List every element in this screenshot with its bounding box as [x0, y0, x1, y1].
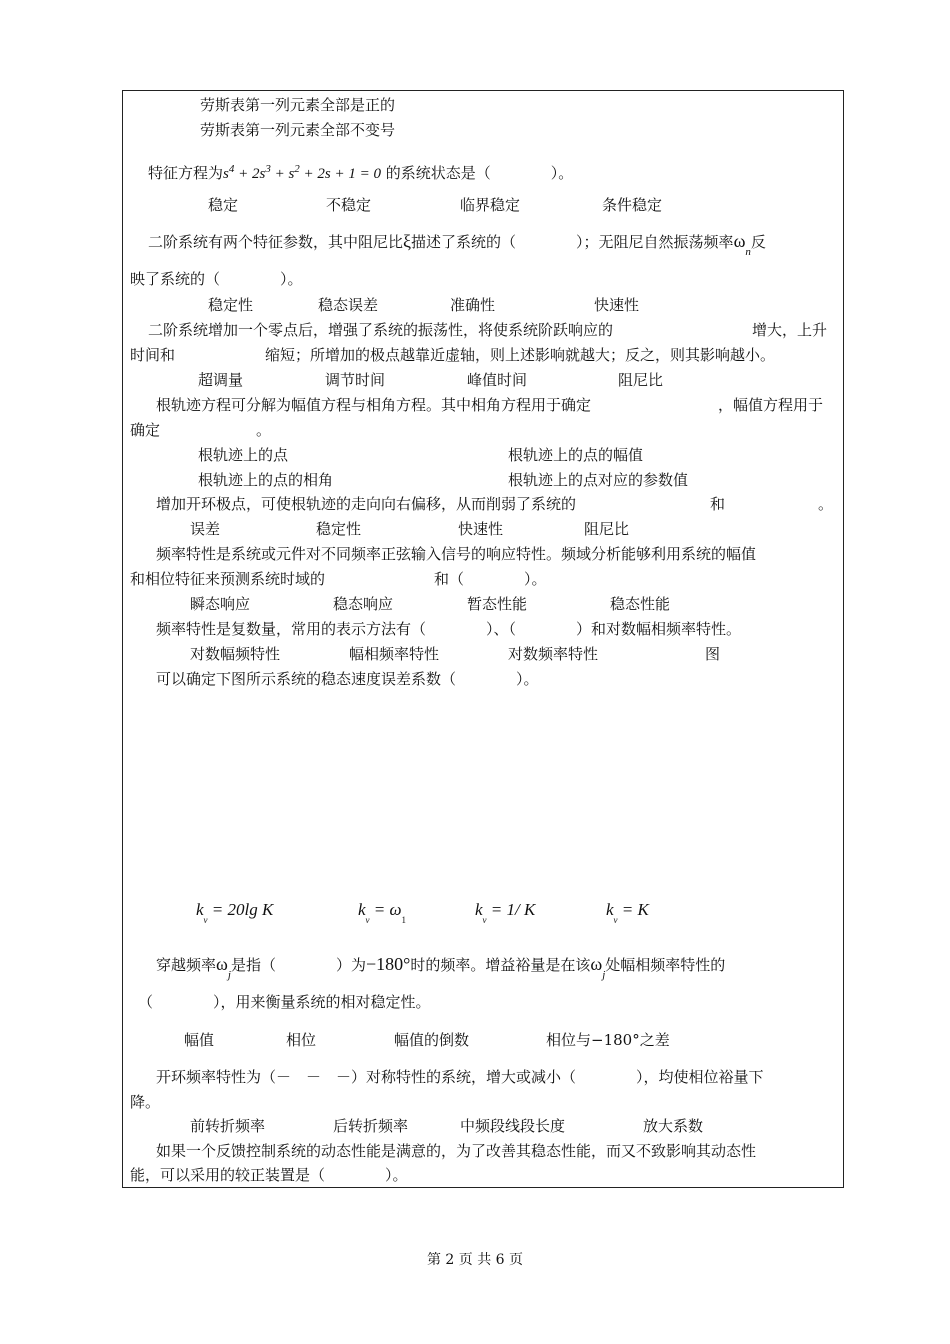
kv-question-line: 可以确定下图所示系统的稳态速度误差系数（ ）。 [156, 670, 539, 688]
feedback-line1: 如果一个反馈控制系统的动态性能是满意的，为了改善其稳态性能，而又不致影响其动态性 [156, 1142, 757, 1160]
feedback-line2: 能，可以采用的较正装置是（ ）。 [130, 1166, 408, 1184]
symmetric-line2: 降。 [130, 1093, 161, 1111]
char-eq-question: 特征方程为$s^4 + 2s^3 + s^2 + 2s + 1 = 0$ 的系统状态是（ ）。 [148, 163, 574, 182]
freq-option-d: 稳态性能 [610, 595, 671, 613]
open-pole-option-c: 快速性 [458, 520, 504, 538]
open-pole-line1a: 增加开环极点，可使根轨迹的走向向右偏移，从而削弱了系统的 [156, 495, 577, 513]
freq-line2b: 和（ ）。 [434, 570, 547, 588]
freq-option-b: 稳态响应 [333, 595, 394, 613]
damping-ratio-symbol: ξ [403, 231, 412, 251]
symmetric-option-a: 前转折频率 [190, 1117, 266, 1135]
repr-option-c: 对数频率特性 [508, 645, 599, 663]
zero-option-d: 阻尼比 [618, 371, 664, 389]
repr-option-b: 幅相频率特性 [349, 645, 440, 663]
root-locus-line1a: 根轨迹方程可分解为幅值方程与相角方程。其中相角方程用于确定 [156, 396, 592, 414]
zero-option-b: 调节时间 [325, 371, 386, 389]
second-order-option-b: 稳态误差 [318, 296, 379, 314]
zero-question-line1b: 增大，上升 [752, 321, 828, 339]
zero-option-a: 超调量 [198, 371, 244, 389]
crossover-option-b: 相位 [286, 1031, 317, 1049]
natural-frequency-symbol: $\omega_n$ [733, 231, 751, 258]
root-locus-option-c: 根轨迹上的点的相角 [198, 471, 334, 489]
crossover-option-a: 幅值 [184, 1031, 215, 1049]
kv-option-b: $k_v = \omega_1$ [358, 900, 407, 925]
routh-option-d: 劳斯表第一列元素全部不变号 [200, 121, 396, 139]
symmetric-line1: 开环频率特性为（－ － －）对称特性的系统，增大或减小（ ），均使相位裕量下 [156, 1068, 764, 1086]
repr-line: 频率特性是复数量，常用的表示方法有（ ）、（ ）和对数幅相频率特性。 [156, 620, 742, 638]
zero-option-c: 峰值时间 [467, 371, 528, 389]
symmetric-option-d: 放大系数 [643, 1117, 704, 1135]
second-order-option-a: 稳定性 [208, 296, 254, 314]
root-locus-option-d: 根轨迹上的点对应的参数值 [508, 471, 689, 489]
second-order-option-d: 快速性 [594, 296, 640, 314]
crossover-option-c: 幅值的倒数 [394, 1031, 470, 1049]
crossover-option-d: 相位与−180°之差 [546, 1031, 670, 1049]
kv-option-c: $k_v = 1/$ K [475, 900, 536, 925]
freq-line1: 频率特性是系统或元件对不同频率正弦输入信号的响应特性。频域分析能够利用系统的幅值 [156, 545, 757, 563]
second-order-option-c: 准确性 [450, 296, 496, 314]
symmetric-option-b: 后转折频率 [333, 1117, 409, 1135]
char-option-d: 条件稳定 [602, 196, 663, 214]
symmetric-option-c: 中频段线段长度 [460, 1117, 566, 1135]
question-table [122, 90, 844, 1188]
repr-option-d: 图 [705, 645, 721, 663]
char-equation-formula: $s^4 + 2s^3 + s^2 + 2s + 1 = 0$ [223, 163, 382, 182]
crossover-line2: （ ），用来衡量系统的相对稳定性。 [138, 993, 431, 1011]
page-number-footer: 第 2 页 共 6 页 [426, 1252, 524, 1268]
second-order-question-line2: 映了系统的（ ）。 [130, 270, 303, 288]
open-pole-option-a: 误差 [190, 520, 221, 538]
routh-option-c: 劳斯表第一列元素全部是正的 [200, 96, 396, 114]
root-locus-line2a: 确定 [130, 421, 161, 439]
kv-option-d: $k_v = K$ [606, 900, 649, 925]
crossover-omega-symbol: $\omega_j$ [216, 954, 231, 981]
freq-option-c: 暂态性能 [467, 595, 528, 613]
root-locus-line1b: ，幅值方程用于 [718, 396, 824, 414]
zero-question-line1a: 二阶系统增加一个零点后，增强了系统的振荡性，将使系统阶跃响应的 [148, 321, 614, 339]
char-option-c: 临界稳定 [460, 196, 521, 214]
crossover-omega-symbol-2: $\omega_j$ [590, 954, 606, 981]
crossover-line1: 穿越频率$\omega_j$是指（ ）为−180°时的频率。增益裕量是在该$\omega_j$处幅相频率特性的 [156, 954, 726, 981]
open-pole-option-d: 阻尼比 [584, 520, 630, 538]
zero-question-line2a: 时间和 [130, 346, 176, 364]
open-pole-option-b: 稳定性 [316, 520, 362, 538]
zero-question-line2b: 缩短；所增加的极点越靠近虚轴，则上述影响就越大；反之，则其影响越小。 [265, 346, 776, 364]
open-pole-line1c: 。 [818, 495, 834, 513]
kv-option-a: $k_v = 20\lg$ K [196, 900, 274, 925]
char-option-b: 不稳定 [326, 196, 372, 214]
root-locus-option-b: 根轨迹上的点的幅值 [508, 446, 644, 464]
repr-option-a: 对数幅频特性 [190, 645, 281, 663]
open-pole-line1b: 和 [710, 495, 726, 513]
freq-line2a: 和相位特征来预测系统时域的 [130, 570, 326, 588]
char-option-a: 稳定 [208, 196, 239, 214]
root-locus-line2b: 。 [256, 421, 272, 439]
root-locus-option-a: 根轨迹上的点 [198, 446, 289, 464]
freq-option-a: 瞬态响应 [190, 595, 251, 613]
second-order-question-line1: 二阶系统有两个特征参数，其中阻尼比ξ描述了系统的（ ）；无阻尼自然振荡频率$\omega_n$反 [148, 231, 766, 258]
